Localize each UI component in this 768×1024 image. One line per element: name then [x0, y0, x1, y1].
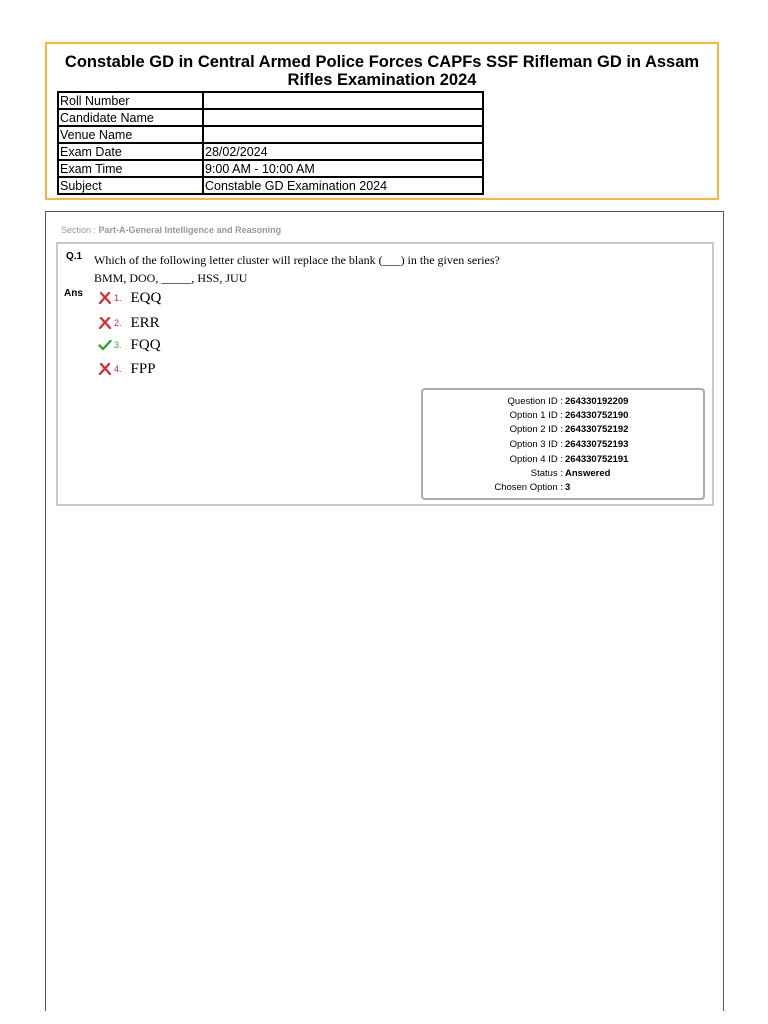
question-text — [94, 251, 500, 287]
cross-icon — [98, 291, 112, 305]
detail-label: Option 4 ID : — [509, 454, 563, 465]
detail-label: Option 3 ID : — [509, 439, 563, 450]
detail-row — [423, 481, 703, 495]
question-card — [56, 242, 714, 506]
detail-row — [423, 453, 703, 467]
option-text: EQQ — [130, 289, 162, 306]
detail-value: 264330752190 — [565, 410, 629, 421]
detail-label: Option 1 ID : — [509, 410, 563, 421]
exam-title-line-2: Rifles Examination 2024 — [287, 71, 477, 89]
info-value: 28/02/2024 — [203, 143, 483, 160]
question-prompt: Which of the following letter cluster will replace the blank (___) in the given series? — [94, 253, 500, 267]
info-row-venue-name — [58, 126, 483, 143]
detail-label: Option 2 ID : — [509, 424, 563, 435]
detail-value: 264330192209 — [565, 396, 629, 407]
info-row-roll-number — [58, 92, 483, 109]
detail-label: Status : — [530, 468, 563, 479]
exam-title-line-1: Constable GD in Central Armed Police Forces CAPFs SSF Rifleman GD in Assam — [64, 53, 700, 71]
detail-value: 264330752192 — [565, 424, 629, 435]
section-name: Part-A-General Intelligence and Reasoning — [98, 225, 282, 235]
option-text: FPP — [130, 360, 156, 377]
option-3 — [98, 335, 161, 355]
detail-value: 264330752191 — [565, 454, 629, 465]
detail-row — [423, 409, 703, 423]
detail-label: Chosen Option : — [494, 482, 563, 493]
exam-title — [47, 53, 717, 89]
section-heading — [61, 225, 281, 235]
info-row-candidate-name — [58, 109, 483, 126]
info-label: Roll Number — [58, 92, 203, 109]
info-value — [203, 109, 483, 126]
info-label: Exam Date — [58, 143, 203, 160]
answer-label: Ans — [64, 288, 83, 299]
question-details-box — [421, 388, 705, 500]
info-label: Exam Time — [58, 160, 203, 177]
detail-row — [423, 438, 703, 452]
info-row-subject — [58, 177, 483, 194]
exam-header — [45, 42, 719, 200]
info-value: Constable GD Examination 2024 — [203, 177, 483, 194]
info-value — [203, 92, 483, 109]
cross-icon — [98, 316, 112, 330]
detail-value: 264330752193 — [565, 439, 629, 450]
question-number: Q.1 — [66, 251, 83, 262]
detail-value: 3 — [565, 482, 571, 493]
question-panel — [45, 211, 724, 1011]
option-number: 4. — [114, 364, 122, 374]
candidate-info-table — [57, 91, 484, 195]
detail-value: Answered — [565, 468, 611, 479]
option-2 — [98, 313, 160, 333]
info-label: Subject — [58, 177, 203, 194]
option-text: ERR — [130, 314, 160, 331]
option-number: 1. — [114, 293, 122, 303]
info-row-exam-time — [58, 160, 483, 177]
info-value: 9:00 AM - 10:00 AM — [203, 160, 483, 177]
detail-label: Question ID : — [507, 396, 563, 407]
info-value — [203, 126, 483, 143]
info-label: Venue Name — [58, 126, 203, 143]
detail-row — [423, 467, 703, 481]
info-label: Candidate Name — [58, 109, 203, 126]
option-1 — [98, 288, 161, 308]
info-row-exam-date — [58, 143, 483, 160]
checkmark-icon — [98, 338, 112, 352]
option-number: 2. — [114, 318, 122, 328]
question-series: BMM, DOO, _____, HSS, JUU — [94, 271, 248, 285]
option-text: FQQ — [130, 336, 161, 353]
detail-row — [423, 395, 703, 409]
section-prefix: Section : — [61, 225, 99, 235]
detail-row — [423, 423, 703, 437]
option-number: 3. — [114, 340, 122, 350]
option-4 — [98, 359, 156, 379]
cross-icon — [98, 362, 112, 376]
